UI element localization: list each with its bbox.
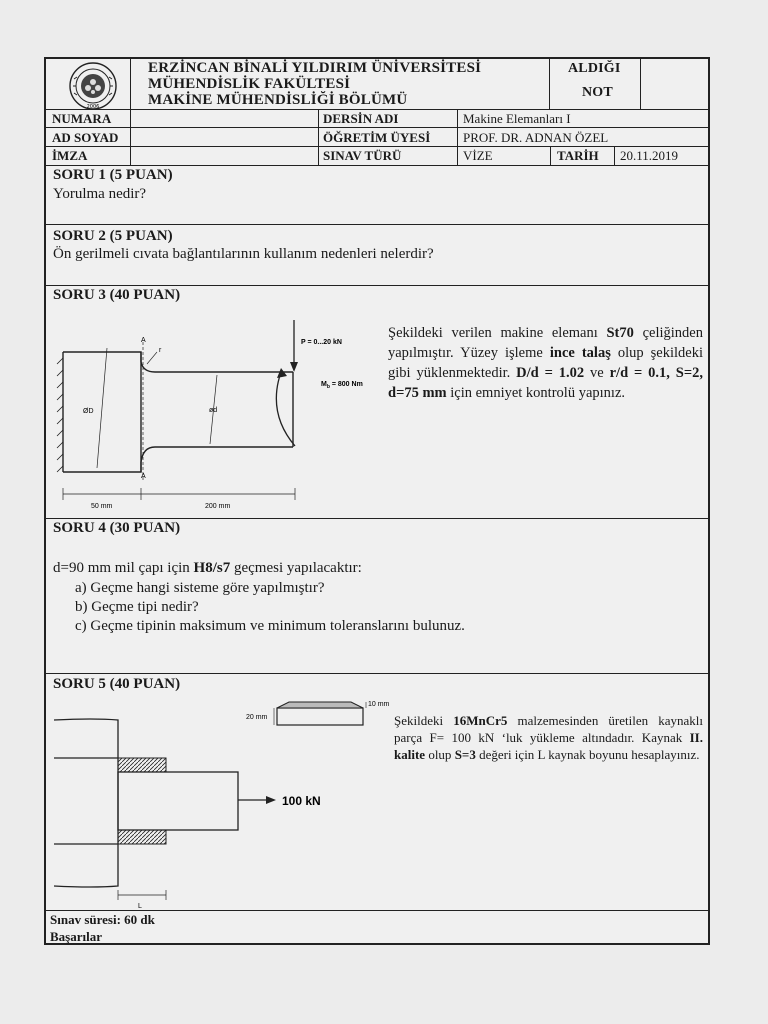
q5-text: Şekildeki 16MnCr5 malzemesinden üretilen kaynaklı parça F= 100 kN ‘luk yükleme altındadır. Kaynak II. kalite olup S=3 değeri için L kaynak boyunu hesaplayınız. [394,713,703,762]
svg-text:2006: 2006 [86,104,100,110]
exam-duration: Sınav süresi: 60 dk [50,912,155,927]
q3-section-a-bottom: A [141,473,146,480]
ders-value: Makine Elemanları I [463,111,571,126]
grade-label-2: NOT [582,85,613,100]
numara-field[interactable] [132,110,316,126]
q3-radius-label: r [159,347,162,354]
faculty-name: MÜHENDİSLİK FAKÜLTESİ [148,76,351,92]
q5-dim-10: 10 mm [368,701,390,708]
q5-dim-20: 20 mm [246,714,268,721]
q2-text: Ön gerilmeli cıvata bağlantılarının kullanım nedenleri nelerdir? [53,246,434,262]
ogretim-value: PROF. DR. ADNAN ÖZEL [463,130,609,145]
q1-text: Yorulma nedir? [53,186,147,202]
tarih-label: TARİH [557,148,599,163]
q3-force-label: P = 0...20 kN [301,339,342,346]
imza-field[interactable] [132,148,316,164]
q3-text: Şekildeki verilen makine elemanı St70 çeliğinden yapılmıştır. Yüzey işleme ince talaş olup şekildeki gibi yüklenmektedir. D/d = 1.02 ve r/d = 0.1, S=2, d=75 mm için emniyet kontrolü yapınız. [388,325,704,401]
sinav-value: VİZE [463,148,493,163]
imza-label: İMZA [52,148,88,163]
q3-section-a-top: A [141,337,146,344]
q4-intro: d=90 mm mil çapı için H8/s7 geçmesi yapılacaktır: [53,560,362,576]
numara-label: NUMARA [52,111,112,126]
ders-label: DERSİN ADI [323,111,399,126]
tarih-value: 20.11.2019 [620,148,679,163]
q4-item-c: c) Geçme tipinin maksimum ve minimum toleranslarını bulunuz. [75,618,465,634]
q3-len1-label: 50 mm [91,503,113,510]
q4-item-a: a) Geçme hangi sisteme göre yapılmıştır? [75,580,325,596]
q5-weld-figure [54,714,354,910]
q1-title: SORU 1 (5 PUAN) [53,167,173,183]
sinav-label: SINAV TÜRÜ [323,148,402,163]
q4-item-b: b) Geçme tipi nedir? [75,599,199,615]
grade-label: ALDIĞI [568,61,621,76]
adsoyad-label: AD SOYAD [52,130,119,145]
q5-force-label: 100 kN [282,794,321,808]
q4-subquestions [75,579,465,636]
adsoyad-field[interactable] [132,129,316,145]
q3-shaft-figure [55,318,385,516]
closing-wish: Başarılar [50,929,102,944]
university-name: ERZİNCAN BİNALİ YILDIRIM ÜNİVERSİTESİ [148,60,482,76]
university-logo [64,61,122,111]
q5-title: SORU 5 (40 PUAN) [53,676,181,692]
q2-title: SORU 2 (5 PUAN) [53,228,173,244]
grade-box[interactable] [641,58,708,108]
q3-dia-small-label: ød [209,407,218,414]
ogretim-label: ÖĞRETİM ÜYESİ [323,130,431,145]
q3-title: SORU 3 (40 PUAN) [53,287,181,303]
q3-dia-big-label: ØD [83,408,94,415]
q3-moment-label: $M_b = 800$ Nm [321,381,363,390]
q3-len2-label: 200 mm [205,503,231,510]
department-name: MAKİNE MÜHENDİSLİĞİ BÖLÜMÜ [148,92,408,108]
q5-len-label: L [138,903,142,910]
q4-title: SORU 4 (30 PUAN) [53,520,181,536]
